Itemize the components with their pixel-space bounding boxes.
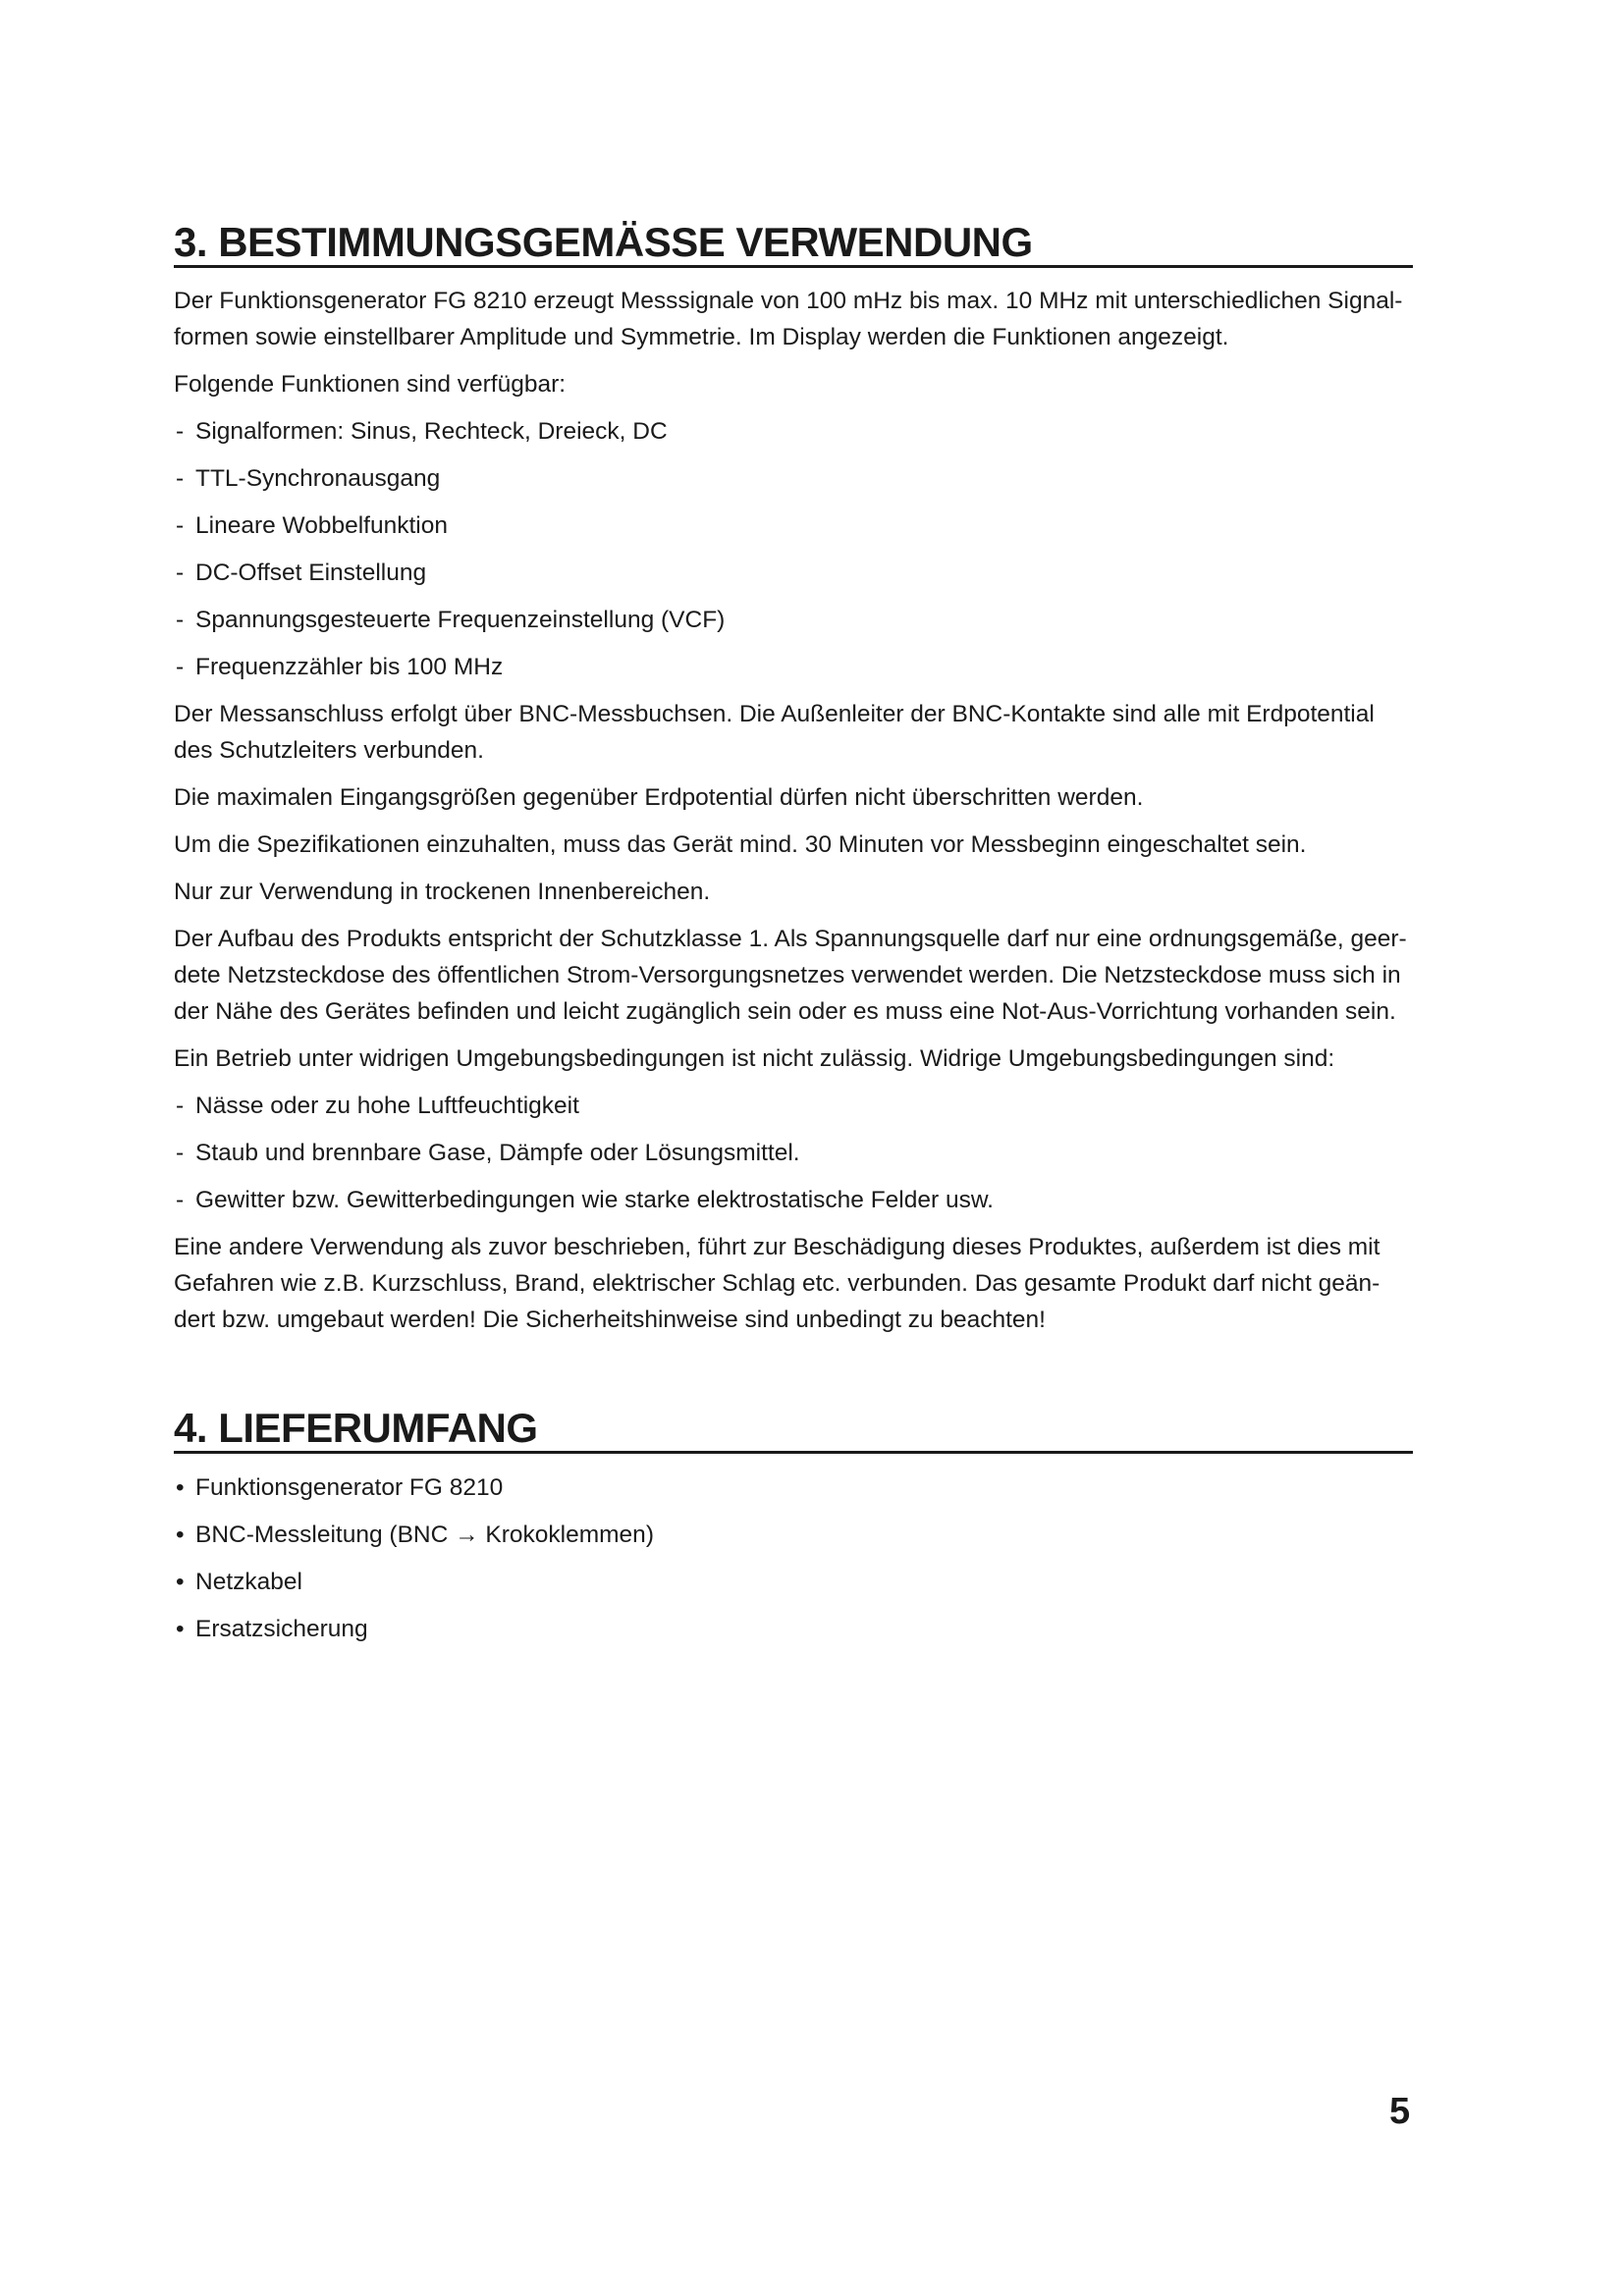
warmup-paragraph: Um die Spezifikationen einzuhalten, muss das Gerät mind. 30 Minuten vor Messbeginn eingeschaltet sein.: [174, 831, 1307, 858]
list-item: - Lineare Wobbelfunktion: [174, 507, 1413, 544]
adverse-intro: Ein Betrieb unter widrigen Umgebungsbedingungen ist nicht zulässig. Widrige Umgebungsbedingungen sind:: [174, 1045, 1335, 1072]
bullet-marker: •: [176, 1569, 185, 1595]
section-4-body: [174, 1469, 1413, 1658]
section-4-title: 4. LIEFERUMFANG: [174, 1405, 538, 1451]
connection-paragraph: Der Messanschluss erfolgt über BNC-Messbuchsen. Die Außenleiter der BNC-Kontakte sind alle mit Erdpotential des Schutzleiters verbunden.: [174, 701, 1375, 764]
list-item: • BNC-Messleitung (BNC → Krokoklemmen): [174, 1517, 1413, 1553]
bullet-marker: •: [176, 1522, 185, 1548]
bullet-marker: •: [176, 1616, 185, 1642]
list-item: - TTL-Synchronausgang: [174, 460, 1413, 497]
list-item: • Netzkabel: [174, 1564, 1413, 1600]
list-item: - Nässe oder zu hohe Luftfeuchtigkeit: [174, 1088, 1413, 1124]
dash-marker: -: [176, 465, 185, 492]
dash-marker: -: [176, 1140, 185, 1166]
indoor-paragraph: Nur zur Verwendung in trockenen Innenbereichen.: [174, 879, 711, 905]
max-input-paragraph: Die maximalen Eingangsgrößen gegenüber Erdpotential dürfen nicht überschritten werden.: [174, 784, 1144, 811]
section-4-rule: [174, 1451, 1413, 1454]
dash-marker: -: [176, 1093, 185, 1119]
list-item: - Staub und brennbare Gase, Dämpfe oder Lösungsmittel.: [174, 1135, 1413, 1171]
intro-line-1: Der Funktionsgenerator FG 8210 erzeugt Messsignale von 100 mHz bis max. 10 MHz mit unterschiedlichen Signal-: [174, 288, 1403, 314]
dash-marker: -: [176, 512, 185, 539]
adverse-conditions-list: [174, 1088, 1413, 1218]
page-number: 5: [1389, 2091, 1411, 2132]
dash-marker: -: [176, 1187, 185, 1213]
intro-paragraph: [174, 283, 1413, 355]
section-3-rule: [174, 265, 1413, 268]
dash-marker: -: [176, 418, 185, 445]
delivery-list: [174, 1469, 1413, 1647]
functions-list: [174, 413, 1413, 685]
list-item: - Signalformen: Sinus, Rechteck, Dreieck, DC: [174, 413, 1413, 450]
list-item: - Gewitter bzw. Gewitterbedingungen wie starke elektrostatische Felder usw.: [174, 1182, 1413, 1218]
dash-marker: -: [176, 607, 185, 633]
list-item: - DC-Offset Einstellung: [174, 555, 1413, 591]
section-3-body: [174, 283, 1413, 1349]
bullet-marker: •: [176, 1474, 185, 1501]
intro-line-2: formen sowie einstellbarer Amplitude und Symmetrie. Im Display werden die Funktionen angezeigt.: [174, 324, 1229, 350]
list-item: - Spannungsgesteuerte Frequenzeinstellung (VCF): [174, 602, 1413, 638]
functions-intro: Folgende Funktionen sind verfügbar:: [174, 371, 567, 398]
section-3-title: 3. BESTIMMUNGSGEMÄSSE VERWENDUNG: [174, 219, 1033, 265]
dash-marker: -: [176, 560, 185, 586]
dash-marker: -: [176, 654, 185, 680]
protection-paragraph: Der Aufbau des Produkts entspricht der Schutzklasse 1. Als Spannungsquelle darf nur eine ordnungsgemäße, geer- dete Netzsteckdose des öffentlichen Strom-Versorgungsnetzes verwendet werden. Die Netzsteckdose muss sich in der Nähe des Gerätes befinden und leicht zugänglich sein oder es muss eine Not-Aus-Vorrichtung vorhanden sein.: [174, 926, 1407, 1025]
list-item: • Ersatzsicherung: [174, 1611, 1413, 1647]
list-item: • Funktionsgenerator FG 8210: [174, 1469, 1413, 1506]
list-item: - Frequenzzähler bis 100 MHz: [174, 649, 1413, 685]
other-use-paragraph: Eine andere Verwendung als zuvor beschrieben, führt zur Beschädigung dieses Produktes, außerdem ist dies mit Gefahren wie z.B. Kurzschluss, Brand, elektrischer Schlag etc. verbunden. Das gesamte Produkt darf nicht geän- dert bzw. umgebaut werden! Die Sicherheitshinweise sind unbedingt zu beachten!: [174, 1234, 1380, 1333]
